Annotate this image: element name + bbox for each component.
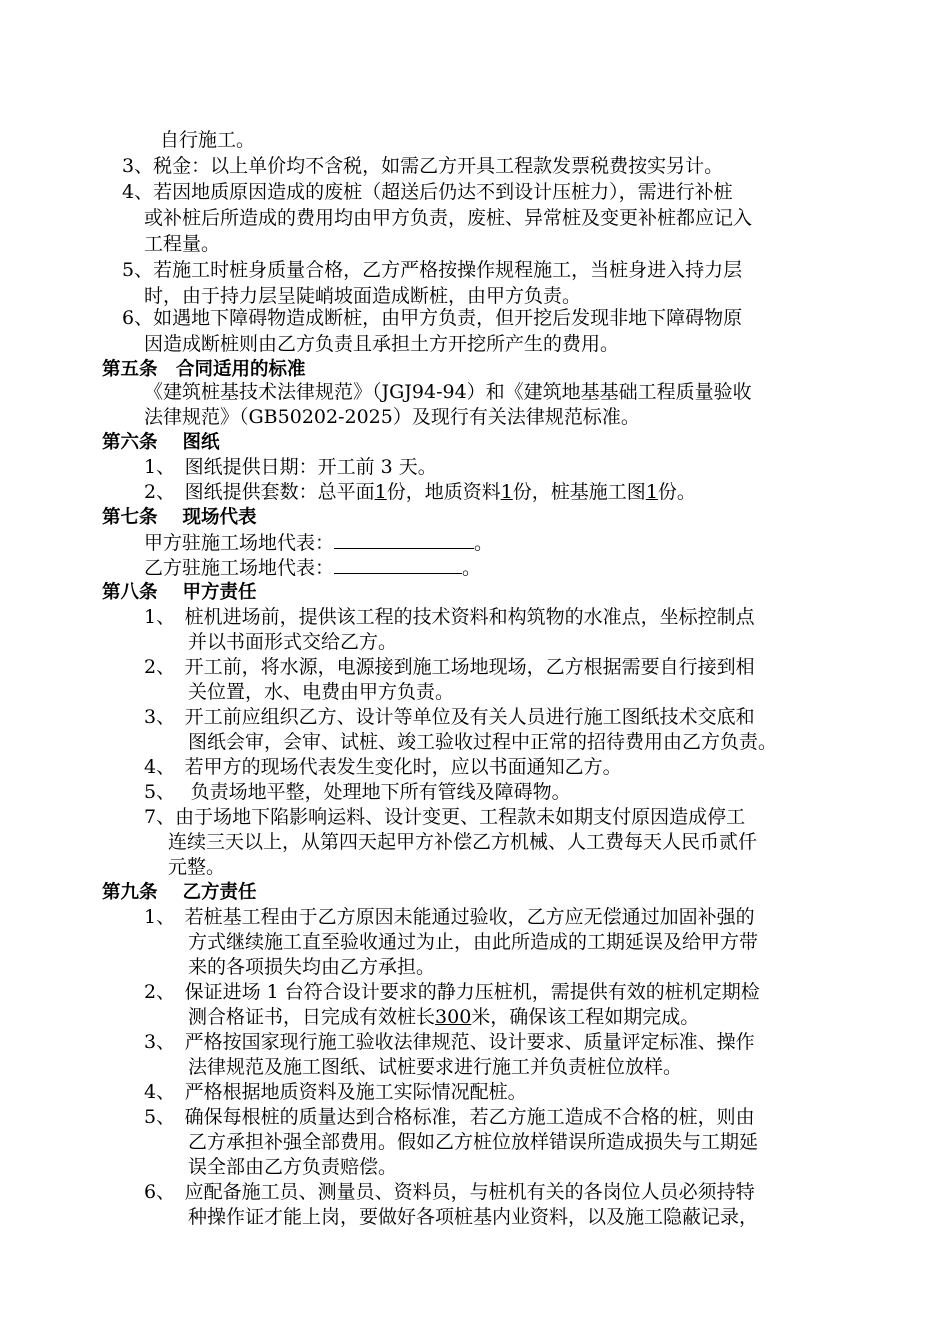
underlined-value: 1 (500, 481, 513, 503)
duty-item-7: 7、由于场地下陷影响运料、设计变更、工程款未如期支付原因造成停工 (144, 806, 746, 828)
party-a-rep-line: 甲方驻施工场地代表： 。 (144, 532, 494, 554)
party-a-rep-blank (334, 530, 474, 549)
article-7-heading: 第七条 现场代表 (102, 507, 257, 528)
duty-item-2: 2、 开工前，将水源，电源接到施工场地现场，乙方根据需要自行接到相 (144, 656, 755, 678)
underlined-value: 300 (435, 1006, 472, 1028)
article-5-heading: 第五条 合同适用的标准 (102, 359, 306, 380)
party-b-rep-line: 乙方驻施工场地代表： 。 (144, 557, 482, 579)
duty-item-6: 6、 应配备施工员、测量员、资料员，与桩机有关的各岗位人员必须持特 (144, 1181, 755, 1203)
text-line: 因造成断桩则由乙方负责且承担土方开挖所产生的费用。 (144, 333, 620, 355)
clause-item-4: 4、若因地质原因造成的废桩（超送后仍达不到设计压桩力），需进行补桩 (122, 181, 733, 203)
text-line: 或补桩后所造成的费用均由甲方负责，废桩、异常桩及变更补桩都应记入 (144, 207, 753, 229)
duty-item-1: 1、 若桩基工程由于乙方原因未能通过验收，乙方应无偿通过加固补强的 (144, 906, 755, 928)
text-line: 元整。 (168, 856, 226, 878)
duty-item-5: 5、 负责场地平整，处理地下所有管线及障碍物。 (144, 781, 571, 803)
duty-item-2: 2、 保证进场 1 台符合设计要求的静力压桩机，需提供有效的桩机定期检 (144, 981, 760, 1003)
party-b-rep-blank (334, 555, 462, 574)
duty-item-3: 3、 开工前应组织乙方、设计等单位及有关人员进行施工图纸技术交底和 (144, 706, 755, 728)
underlined-value: 1 (374, 481, 387, 503)
text-line: 种操作证才能上岗，要做好各项桩基内业资料，以及施工隐蔽记录， (188, 1206, 759, 1228)
text-line: 法律规范及施工图纸、试桩要求进行施工并负责桩位放样。 (188, 1056, 683, 1078)
text-line: 乙方承担补强全部费用。假如乙方桩位放样错误所造成损失与工期延 (188, 1131, 759, 1153)
text-line: 连续三天以上，从第四天起甲方补偿乙方机械、人工费每天人民币贰仟 (168, 831, 758, 853)
duty-item-3: 3、 严格按国家现行施工验收法律规范、设计要求、质量评定标准、操作 (144, 1031, 755, 1053)
clause-item-6: 6、如遇地下障碍物造成断桩，由甲方负责，但开挖后发现非地下障碍物原 (122, 307, 743, 329)
underlined-value: 1 (645, 481, 658, 503)
text-line: 工程量。 (144, 233, 221, 255)
drawing-item-2: 2、 图纸提供套数：总平面1份，地质资料1份，桩基施工图1份。 (144, 481, 696, 503)
duty-item-5: 5、 确保每根桩的质量达到合格标准，若乙方施工造成不合格的桩，则由 (144, 1106, 755, 1128)
text-line: 方式继续施工直至验收通过为止，由此所造成的工期延误及给甲方带 (188, 931, 759, 953)
clause-item-5: 5、若施工时桩身质量合格，乙方严格按操作规程施工，当桩身进入持力层 (122, 259, 743, 281)
article-9-heading: 第九条 乙方责任 (102, 882, 257, 903)
text-line: 时，由于持力层呈陡峭坡面造成断桩，由甲方负责。 (144, 285, 582, 307)
article-8-heading: 第八条 甲方责任 (102, 582, 257, 603)
text-line: 误全部由乙方负责赔偿。 (188, 1156, 398, 1178)
article-6-heading: 第六条 图纸 (102, 432, 220, 453)
duty-item-4: 4、 若甲方的现场代表发生变化时，应以书面通知乙方。 (144, 756, 622, 778)
text-line: 法律规范》（GB50202-2025）及现行有关法律规范标准。 (144, 406, 640, 428)
text-line: 图纸会审，会审、试桩、竣工验收过程中正常的招待费用由乙方负责。 (188, 731, 778, 753)
text-line: 《建筑桩基技术法律规范》（JGJ94-94）和《建筑地基基础工程质量验收 (144, 381, 752, 403)
clause-item-3: 3、税金：以上单价均不含税，如需乙方开具工程款发票税费按实另计。 (122, 155, 724, 177)
text-line: 并以书面形式交给乙方。 (188, 631, 398, 653)
text-line: 测合格证书，日完成有效桩长300米，确保该工程如期完成。 (188, 1006, 700, 1028)
duty-item-4: 4、 严格根据地质资料及施工实际情况配桩。 (144, 1081, 527, 1103)
drawing-item-1: 1、 图纸提供日期：开工前 3 天。 (144, 456, 437, 478)
duty-item-1: 1、 桩机进场前，提供该工程的技术资料和构筑物的水准点，坐标控制点 (144, 606, 755, 628)
text-line: 来的各项损失均由乙方承担。 (188, 956, 436, 978)
text-line: 关位置，水、电费由甲方负责。 (188, 681, 455, 703)
text-line: 自行施工。 (160, 129, 256, 151)
